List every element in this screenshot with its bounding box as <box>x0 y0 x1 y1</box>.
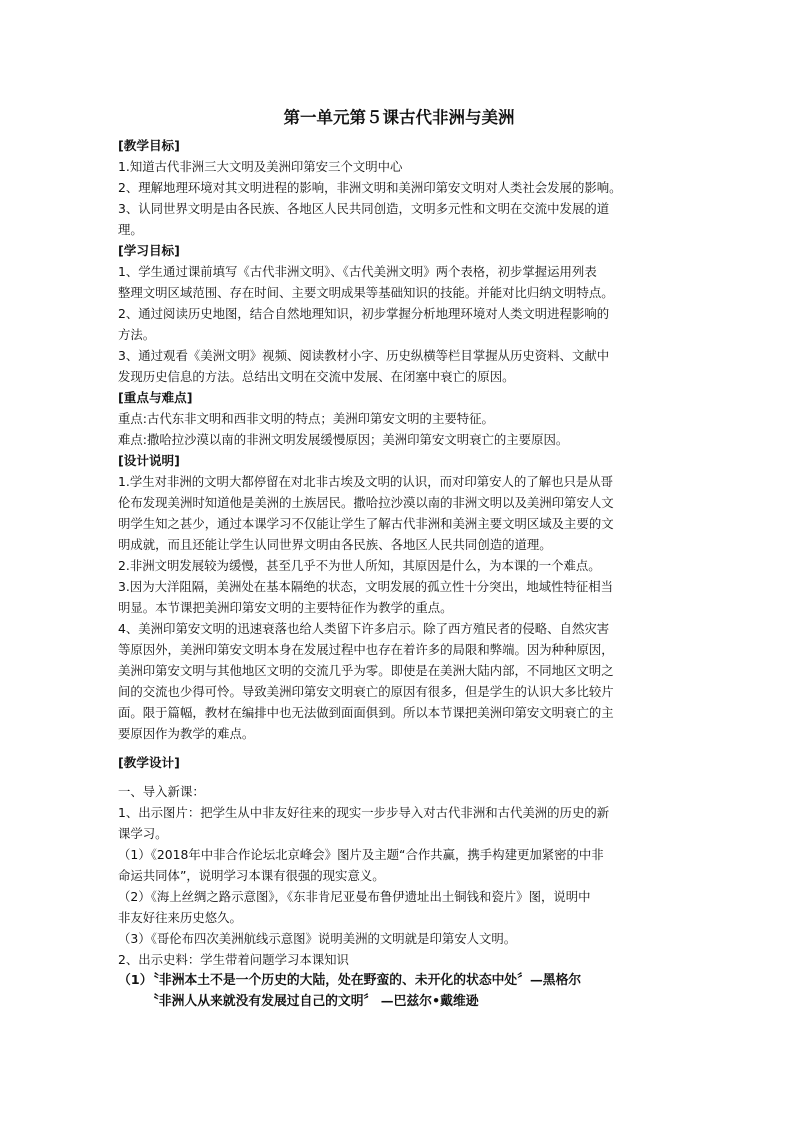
paragraph <box>118 177 680 198</box>
design-line: （2）《海上丝绸之路示意图》，《东非肯尼亚曼布鲁伊遗址出土铜钱和瓷片》图，说明中 <box>118 889 591 904</box>
text-line: 3.因为大洋阻隔，美洲处在基本隔绝的状态，文明发展的孤立性十分突出，地域性特征相当 <box>118 579 614 594</box>
quote-davidson: 〝非洲人从来就没有发展过自己的文明〞 —巴兹尔•戴维逊 <box>146 994 479 1009</box>
quote-hegel: （1）〝非洲本土不是一个历史的大陆，处在野蛮的、未开化的状态中处〞—黑格尔 <box>118 973 582 988</box>
design-line: 非友好往来历史悠久。 <box>118 910 242 925</box>
design-lines <box>118 781 680 970</box>
design-line: 课学习。 <box>118 826 168 841</box>
text-line: 明学生知之甚少，通过本课学习不仅能让学生了解古代非洲和美洲主要文明区域及主要的文 <box>118 516 614 531</box>
text-line: 面。限于篇幅，教材在编排中也无法做到面面俱到。所以本节课把美洲印第安文明衰亡的主 <box>118 705 614 720</box>
text-line: 明成就，而且还能让学生认同世界文明由各民族、各地区人民共同创造的道理。 <box>118 537 552 552</box>
paragraph <box>118 576 680 618</box>
section-heading: [学习目标] <box>118 243 180 258</box>
text-line: 要原因作为教学的难点。 <box>118 726 255 741</box>
text-line: 美洲印第安文明与其他地区文明的交流几乎为零。即使是在美洲大陆内部，不同地区文明之 <box>118 663 614 678</box>
section-heading-design: [教学设计] <box>118 755 180 770</box>
text-line: 伦布发现美洲时知道他是美洲的土族居民。撒哈拉沙漠以南的非洲文明以及美洲印第安人文 <box>118 495 614 510</box>
spacer <box>118 773 680 781</box>
text-line: 整理文明区域范围、存在时间、主要文明成果等基础知识的技能。并能对比归纳文明特点。 <box>118 285 614 300</box>
paragraph <box>118 198 680 240</box>
text-line: 3、认同世界文明是由各民族、各地区人民共同创造，文明多元性和文明在交流中发展的道 <box>118 201 610 216</box>
text-line: 方法。 <box>118 327 156 342</box>
text-line: 理。 <box>118 222 143 237</box>
text-line: 难点:撒哈拉沙漠以南的非洲文明发展缓慢原因；美洲印第安文明衰亡的主要原因。 <box>118 432 569 447</box>
paragraph <box>118 261 680 303</box>
text-line: 4、美洲印第安文明的迅速衰落也给人类留下许多启示。除了西方殖民者的侵略、自然灾害 <box>118 621 610 636</box>
text-line: 发现历史信息的方法。总结出文明在交流中发展、在闭塞中衰亡的原因。 <box>118 369 515 384</box>
page-title: 第一单元第５课古代非洲与美洲 <box>283 108 515 127</box>
design-line: 命运共同体”，说明学习本课有很强的现实意义。 <box>118 868 385 883</box>
paragraph <box>118 156 680 177</box>
document-page <box>118 106 680 1012</box>
design-line: 1、出示图片：把学生从中非友好往来的现实一步步导入对古代非洲和古代美洲的历史的新 <box>118 805 610 820</box>
design-line: 2、出示史料：学生带着问题学习本课知识 <box>118 952 349 967</box>
text-line: 3、通过观看《美洲文明》视频、阅读教材小字、历史纵横等栏目掌握从历史资料、文献中 <box>118 348 610 363</box>
text-line: 1.学生对非洲的文明大都停留在对北非古埃及文明的认识，而对印第安人的了解也只是从哥 <box>118 474 614 489</box>
paragraph <box>118 429 680 450</box>
paragraph <box>118 471 680 555</box>
text-line: 1.知道古代非洲三大文明及美洲印第安三个文明中心 <box>118 159 403 174</box>
text-line: 2.非洲文明发展较为缓慢，甚至几乎不为世人所知，其原因是什么，为本课的一个难点。 <box>118 558 601 573</box>
section-heading: [教学目标] <box>118 138 180 153</box>
paragraph <box>118 408 680 429</box>
design-line: （1）《2018年中非合作论坛北京峰会》图片及主题“合作共赢，携手构建更加紧密的中非 <box>118 847 604 862</box>
text-line: 1、学生通过课前填写《古代非洲文明》、《古代美洲文明》两个表格，初步掌握运用列表 <box>118 264 597 279</box>
spacer <box>118 744 680 752</box>
text-line: 明显。本节课把美洲印第安文明的主要特征作为教学的重点。 <box>118 600 453 615</box>
text-line: 等原因外，美洲印第安文明本身在发展过程中也存在着许多的局限和弊端。因为种种原因， <box>118 642 614 657</box>
text-line: 重点:古代东非文明和西非文明的特点；美洲印第安文明的主要特征。 <box>118 411 494 426</box>
paragraph <box>118 345 680 387</box>
design-line: 一、导入新课： <box>118 784 205 799</box>
section-heading: [设计说明] <box>118 453 180 468</box>
sections <box>118 135 680 744</box>
design-line: （3）《哥伦布四次美洲航线示意图》说明美洲的文明就是印第安人文明。 <box>118 931 517 946</box>
section-heading: [重点与难点] <box>118 390 193 405</box>
paragraph <box>118 303 680 345</box>
paragraph <box>118 618 680 744</box>
text-line: 2、理解地理环境对其文明进程的影响，非洲文明和美洲印第安文明对人类社会发展的影响。 <box>118 180 622 195</box>
paragraph <box>118 555 680 576</box>
text-line: 2、通过阅读历史地图，结合自然地理知识，初步掌握分析地理环境对人类文明进程影响的 <box>118 306 610 321</box>
text-line: 间的交流也少得可怜。导致美洲印第安文明衰亡的原因有很多，但是学生的认识大多比较片 <box>118 684 614 699</box>
